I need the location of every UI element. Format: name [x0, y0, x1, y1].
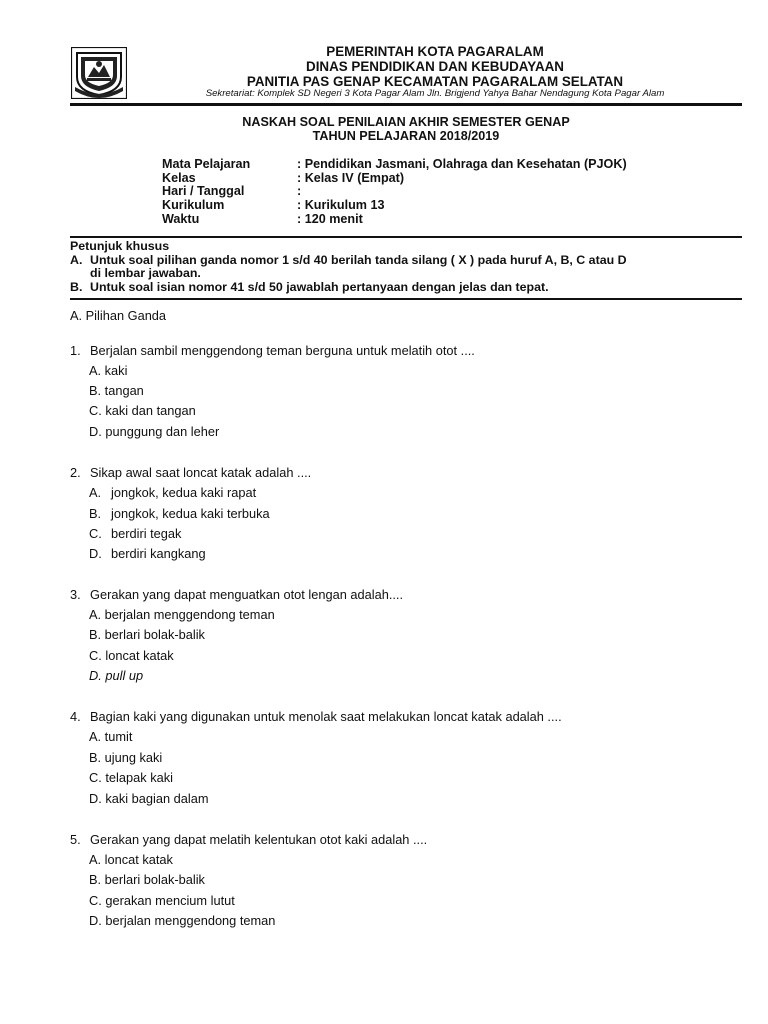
letterhead-divider	[70, 103, 742, 106]
option	[89, 669, 143, 683]
option-letter: B.	[89, 750, 102, 765]
instruction-text: Untuk soal pilihan ganda nomor 1 s/d 40 berilah tanda silang ( X ) pada huruf A, B, C atau D	[90, 253, 627, 267]
option	[89, 404, 196, 418]
option-text: gerakan mencium lutut	[105, 893, 235, 908]
option-letter: B.	[89, 872, 102, 887]
option-text: berlari bolak-balik	[104, 872, 205, 887]
option-letter: A.	[89, 363, 102, 378]
info-row-date	[162, 184, 722, 198]
option-text: kaki dan tangan	[105, 403, 196, 418]
option	[89, 894, 235, 908]
option-letter: D.	[89, 546, 102, 561]
option-text: tumit	[104, 729, 133, 744]
instruction-marker: A.	[70, 253, 83, 267]
info-label: Mata Pelajaran	[162, 157, 251, 171]
option-letter: D.	[89, 791, 102, 806]
option	[89, 486, 256, 500]
option	[89, 873, 205, 887]
option-text: berdiri tegak	[111, 526, 182, 541]
question-number: 1.	[70, 343, 81, 358]
option-letter: B.	[89, 383, 102, 398]
option-text: jongkok, kedua kaki rapat	[111, 485, 257, 500]
letterhead-address: Sekretariat: Komplek SD Negeri 3 Kota Pagar Alam Jln. Brigjend Yahya Bahar Nendagung Kota Pagar Alam	[205, 88, 665, 99]
option-text: pull up	[105, 668, 144, 683]
info-row-time	[162, 212, 722, 226]
option	[89, 527, 181, 541]
option	[89, 751, 162, 765]
option	[89, 364, 127, 378]
option	[89, 507, 270, 521]
info-label: Kelas	[162, 171, 196, 185]
instruction-marker: B.	[70, 280, 83, 294]
option-letter: C.	[89, 526, 102, 541]
option	[89, 771, 173, 785]
question-text: Bagian kaki yang digunakan untuk menolak saat melakukan loncat katak adalah ....	[90, 709, 562, 724]
option-letter: C.	[89, 893, 102, 908]
option-text: berjalan menggendong teman	[105, 913, 276, 928]
info-value: : Kelas IV (Empat)	[297, 171, 405, 185]
letterhead-line-1: PEMERINTAH KOTA PAGARALAM	[326, 44, 544, 59]
option-letter: A.	[89, 607, 102, 622]
instructions-top-divider	[70, 236, 742, 238]
info-row-subject	[162, 157, 722, 171]
option	[89, 853, 173, 867]
pagaralam-crest-logo	[71, 47, 127, 99]
letterhead-line-3: PANITIA PAS GENAP KECAMATAN PAGARALAM SELATAN	[246, 74, 624, 89]
exam-title: NASKAH SOAL PENILAIAN AKHIR SEMESTER GENAP	[242, 115, 570, 129]
question-number: 3.	[70, 587, 81, 602]
option	[89, 730, 132, 744]
instructions-bottom-divider	[70, 298, 742, 300]
option-text: tangan	[104, 383, 144, 398]
option-letter: B.	[89, 506, 102, 521]
info-value: : 120 menit	[297, 212, 363, 226]
option-text: berlari bolak-balik	[104, 627, 205, 642]
option	[89, 608, 275, 622]
option-letter: D.	[89, 913, 102, 928]
letterhead-line-2: DINAS PENDIDIKAN DAN KEBUDAYAAN	[306, 59, 564, 74]
question-text: Sikap awal saat loncat katak adalah ....	[90, 465, 312, 480]
option-text: punggung dan leher	[105, 424, 220, 439]
option	[89, 914, 275, 928]
instruction-text: di lembar jawaban.	[90, 266, 201, 280]
option-text: telapak kaki	[105, 770, 173, 785]
option	[89, 649, 174, 663]
question-text: Gerakan yang dapat melatih kelentukan otot kaki adalah ....	[90, 832, 428, 847]
option-letter: A.	[89, 852, 102, 867]
option-text: kaki	[104, 363, 128, 378]
option-letter: C.	[89, 648, 102, 663]
section-title: A. Pilihan Ganda	[70, 308, 167, 323]
instructions-title: Petunjuk khusus	[70, 239, 170, 253]
question-text: Gerakan yang dapat menguatkan otot lengan adalah....	[90, 587, 404, 602]
option	[89, 425, 219, 439]
info-row-class	[162, 171, 722, 185]
option-letter: D.	[89, 668, 102, 683]
option-text: berjalan menggendong teman	[104, 607, 275, 622]
option-letter: A.	[89, 485, 102, 500]
option	[89, 384, 144, 398]
option	[89, 792, 209, 806]
question-number: 4.	[70, 709, 81, 724]
info-label: Waktu	[162, 212, 200, 226]
option	[89, 628, 205, 642]
option-text: loncat katak	[104, 852, 173, 867]
info-row-curriculum	[162, 198, 722, 212]
option-letter: C.	[89, 770, 102, 785]
option-letter: D.	[89, 424, 102, 439]
option-letter: B.	[89, 627, 102, 642]
exam-year: TAHUN PELAJARAN 2018/2019	[312, 129, 500, 143]
option	[89, 547, 206, 561]
option-text: berdiri kangkang	[111, 546, 206, 561]
option-text: jongkok, kedua kaki terbuka	[111, 506, 270, 521]
question-text: Berjalan sambil menggendong teman berguna untuk melatih otot ....	[90, 343, 475, 358]
option-text: loncat katak	[105, 648, 174, 663]
info-value: :	[297, 184, 302, 198]
info-value: : Kurikulum 13	[297, 198, 385, 212]
question-number: 5.	[70, 832, 81, 847]
info-label: Hari / Tanggal	[162, 184, 245, 198]
option-letter: C.	[89, 403, 102, 418]
option-text: ujung kaki	[104, 750, 163, 765]
instruction-text: Untuk soal isian nomor 41 s/d 50 jawablah pertanyaan dengan jelas dan tepat.	[90, 280, 549, 294]
info-value: : Pendidikan Jasmani, Olahraga dan Kesehatan (PJOK)	[297, 157, 627, 171]
info-label: Kurikulum	[162, 198, 225, 212]
option-letter: A.	[89, 729, 102, 744]
question-number: 2.	[70, 465, 81, 480]
option-text: kaki bagian dalam	[105, 791, 209, 806]
